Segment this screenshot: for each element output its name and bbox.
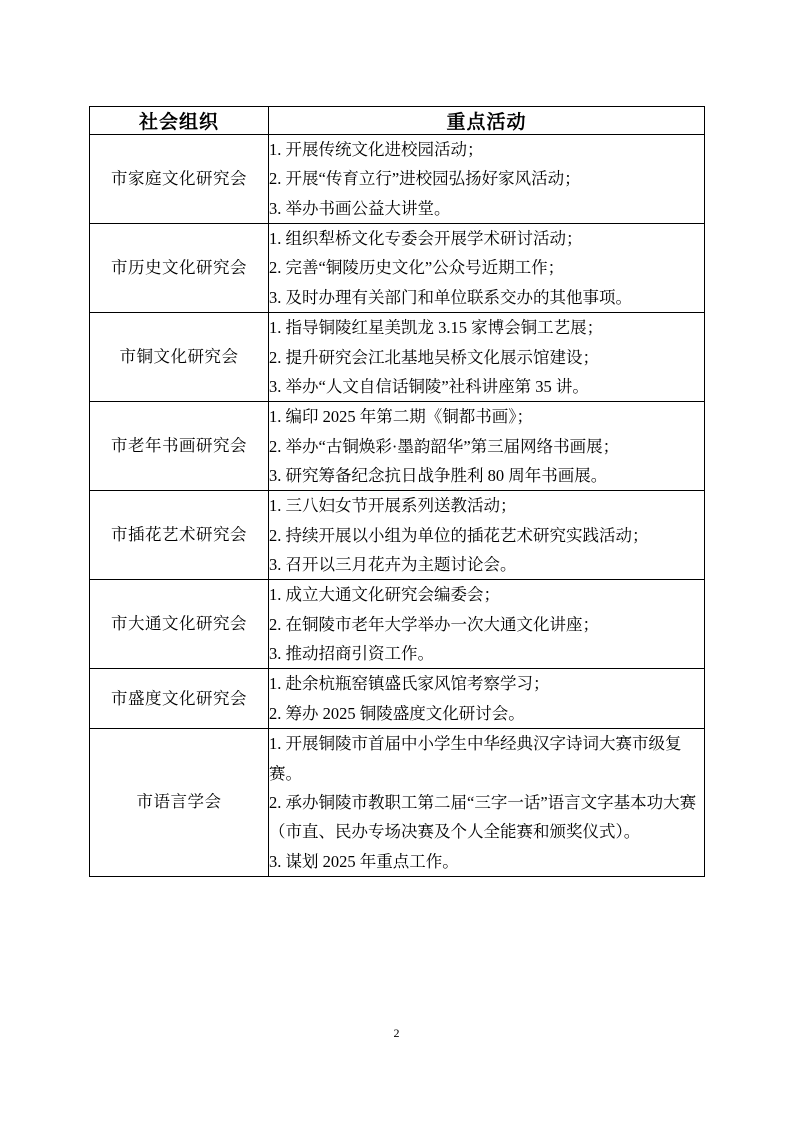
activity-line: 2. 筹办 2025 铜陵盛度文化研讨会。 bbox=[269, 703, 525, 723]
activity-line: 1. 三八妇女节开展系列送教活动； bbox=[269, 496, 517, 516]
table-header-row bbox=[90, 107, 705, 135]
activity-line: 1. 成立大通文化研究会编委会； bbox=[269, 585, 500, 605]
activity-line: 3. 召开以三月花卉为主题讨论会。 bbox=[269, 555, 517, 575]
organization-name: 市老年书画研究会 bbox=[90, 402, 269, 491]
page-number: 2 bbox=[393, 1026, 400, 1040]
activities-cell bbox=[269, 224, 705, 313]
activity-line: 2. 提升研究会江北基地吴桥文化展示馆建设； bbox=[269, 347, 599, 367]
activity-line: 3. 及时办理有关部门和单位联系交办的其他事项。 bbox=[269, 287, 632, 307]
activity-line: 1. 开展传统文化进校园活动； bbox=[269, 140, 484, 159]
activity-line: 2. 开展“传育立行”进校园弘扬好家风活动； bbox=[269, 169, 581, 189]
table-row bbox=[90, 491, 705, 580]
table-row bbox=[90, 135, 705, 224]
activities-cell bbox=[269, 402, 705, 491]
activities-cell bbox=[269, 491, 705, 580]
column-header-activities: 重点活动 bbox=[269, 107, 705, 135]
activity-line: 2. 在铜陵市老年大学举办一次大通文化讲座； bbox=[269, 614, 599, 634]
table-row bbox=[90, 224, 705, 313]
organization-name: 市历史文化研究会 bbox=[90, 224, 269, 313]
activities-cell bbox=[269, 729, 705, 877]
column-header-organization: 社会组织 bbox=[90, 107, 269, 135]
activities-cell bbox=[269, 135, 705, 224]
activity-line: 1. 指导铜陵红星美凯龙 3.15 家博会铜工艺展； bbox=[269, 318, 604, 338]
activity-line: 2. 承办铜陵市教职工第二届“三字一话”语言文字基本功大赛（市直、民办专场决赛及个人全能赛和颁奖仪式）。 bbox=[269, 792, 697, 842]
table-row bbox=[90, 580, 705, 669]
organization-name: 市插花艺术研究会 bbox=[90, 491, 269, 580]
organization-name: 市铜文化研究会 bbox=[90, 313, 269, 402]
table-row bbox=[90, 669, 705, 729]
table-row bbox=[90, 313, 705, 402]
activities-cell bbox=[269, 313, 705, 402]
organization-name: 市大通文化研究会 bbox=[90, 580, 269, 669]
activity-line: 2. 举办“古铜焕彩·墨韵韶华”第三届网络书画展； bbox=[269, 436, 620, 456]
activity-line: 3. 谋划 2025 年重点工作。 bbox=[269, 851, 459, 871]
organization-name: 市家庭文化研究会 bbox=[90, 135, 269, 224]
activity-line: 1. 编印 2025 年第二期《铜都书画》； bbox=[269, 407, 533, 427]
table-row bbox=[90, 402, 705, 491]
activity-line: 2. 持续开展以小组为单位的插花艺术研究实践活动； bbox=[269, 525, 649, 545]
activity-line: 2. 完善“铜陵历史文化”公众号近期工作； bbox=[269, 258, 565, 278]
activity-line: 1. 开展铜陵市首届中小学生中华经典汉字诗词大赛市级复赛。 bbox=[269, 734, 682, 783]
activity-line: 1. 组织犁桥文化专委会开展学术研讨活动； bbox=[269, 229, 583, 249]
organization-name: 市盛度文化研究会 bbox=[90, 669, 269, 729]
activity-line: 3. 研究筹备纪念抗日战争胜利 80 周年书画展。 bbox=[269, 465, 608, 485]
activities-cell bbox=[269, 669, 705, 729]
activity-line: 1. 赴余杭瓶窑镇盛氏家风馆考察学习； bbox=[269, 674, 550, 694]
table-row bbox=[90, 729, 705, 877]
activity-line: 3. 举办“人文自信话铜陵”社科讲座第 35 讲。 bbox=[269, 376, 589, 396]
social-organizations-table bbox=[89, 106, 705, 877]
activity-line: 3. 举办书画公益大讲堂。 bbox=[269, 198, 451, 218]
activities-cell bbox=[269, 580, 705, 669]
organization-name: 市语言学会 bbox=[90, 729, 269, 877]
activity-line: 3. 推动招商引资工作。 bbox=[269, 644, 434, 664]
